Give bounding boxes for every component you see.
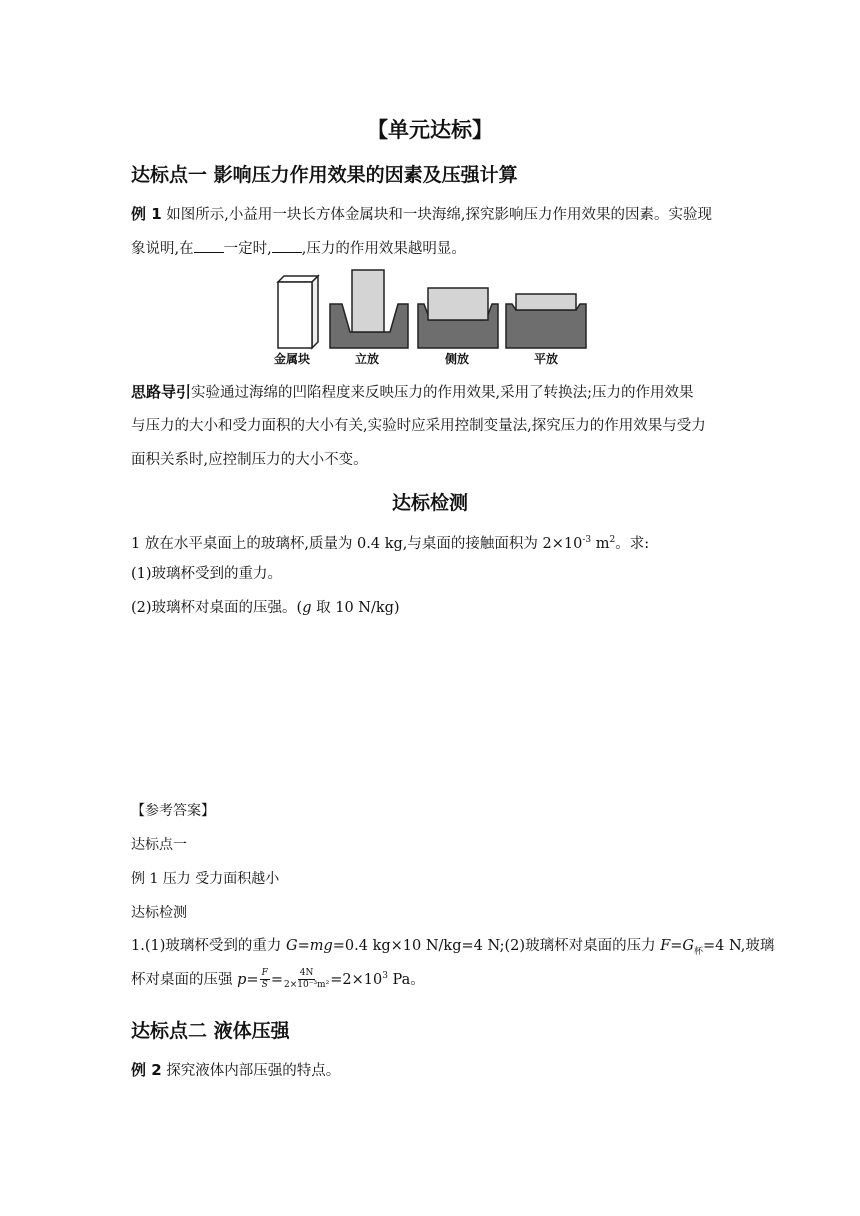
- ans1-formula-f: F=G: [660, 938, 694, 954]
- page-title: 【单元达标】: [367, 118, 493, 142]
- frac1-denominator: S: [261, 980, 268, 991]
- example1-label: 例 1: [131, 205, 162, 223]
- answer-line1: [131, 936, 774, 962]
- example1-line1: [131, 204, 712, 225]
- example1-text-b: 一定时,: [223, 241, 272, 257]
- ans1-formula-g: G=mg: [285, 938, 333, 954]
- example2-text: 探究液体内部压强的特点。: [166, 1063, 341, 1079]
- ans1-subscript: 杯: [693, 946, 703, 957]
- section1-heading: 达标点一 影响压力作用效果的因素及压强计算: [131, 164, 518, 186]
- answers-check: 达标检测: [131, 905, 187, 921]
- label-flat: 平放: [534, 352, 559, 366]
- example1-line2: [131, 238, 466, 259]
- answer-blank-1: [194, 238, 224, 253]
- hint-label: 思路导引: [131, 383, 192, 401]
- section2-heading: 达标点二 液体压强: [131, 1020, 290, 1042]
- label-side: 侧放: [445, 352, 470, 366]
- fraction-values: [284, 968, 329, 991]
- sponge-side: [418, 288, 498, 348]
- check-heading: 达标检测: [391, 492, 468, 514]
- ans2-p: p: [237, 971, 247, 988]
- sponge-standing: [330, 270, 408, 348]
- frac1-numerator: F: [261, 968, 268, 979]
- q1-exponent: -3: [582, 535, 592, 545]
- hint-line3: 面积关系时,应控制压力的大小不变。: [131, 452, 368, 468]
- q1-text-c: 。求:: [615, 535, 650, 552]
- q1-text-a: 1 放在水平桌面上的玻璃杯,质量为 0.4 kg,与桌面的接触面积为 2×10: [131, 535, 583, 552]
- q1-2-text-b: 取 10 N/kg): [311, 600, 400, 616]
- label-metal-block: 金属块: [274, 352, 311, 366]
- example2-label: 例 2: [131, 1061, 162, 1079]
- experiment-figure: [270, 268, 590, 368]
- q1-2-text-a: (2)玻璃杯对桌面的压强。(: [131, 600, 303, 616]
- hint-line1: [131, 382, 694, 403]
- example2: [131, 1060, 340, 1081]
- label-standing: 立放: [355, 352, 380, 366]
- sponge-flat: [506, 294, 586, 348]
- example1-text-a: 象说明,在: [131, 241, 194, 257]
- metal-block: [278, 276, 318, 348]
- question1-part2: [131, 598, 400, 618]
- ans2-text-a: 杯对桌面的压强: [131, 971, 238, 988]
- q1-square: 2: [609, 535, 616, 545]
- question1: [131, 530, 649, 554]
- answer-line2: 杯对桌面的压强 p= $\frac{F}{S}$ = $\frac{4N}{\text{2×10⁻³m²}}$ $=2\times 10^3$ Pa。: [131, 968, 425, 991]
- answer-blank-2: [272, 238, 302, 253]
- ans1-text-c: =0.4 kg×10 N/kg=4 N;(2)玻璃杯对桌面的压力: [332, 938, 661, 954]
- answers-heading: 【参考答案】: [131, 803, 215, 819]
- frac2-denominator: 2×10⁻³m²: [283, 980, 330, 991]
- question1-part1: (1)玻璃杯受到的重力。: [131, 566, 283, 582]
- example1-text-c: ,压力的作用效果越明显。: [301, 241, 466, 257]
- q1-text-b: m: [591, 535, 610, 552]
- example1-text-line1: 如图所示,小益用一块长方体金属块和一块海绵,探究影响压力作用效果的因素。实验现: [166, 207, 712, 223]
- ans2-text-b: =2×10: [330, 971, 383, 988]
- ans2-exponent: 3: [382, 971, 388, 981]
- q1-2-g: g: [302, 600, 312, 616]
- fraction-f-over-s: [260, 968, 270, 991]
- frac2-numerator: 4N: [299, 968, 314, 979]
- ans1-text-a: 1.(1)玻璃杯受到的重力: [131, 938, 286, 954]
- hint-line2: 与压力的大小和受力面积的大小有关,实验时应采用控制变量法,探究压力的作用效果与受力: [131, 418, 706, 434]
- answers-point1: 达标点一: [131, 837, 187, 853]
- hint-text-1: 实验通过海绵的凹陷程度来反映压力的作用效果,采用了转换法;压力的作用效果: [191, 385, 694, 401]
- ans1-text-e: =4 N,玻璃: [703, 938, 775, 954]
- answers-example1: 例 1 压力 受力面积越小: [131, 871, 280, 887]
- ans2-text-c: Pa。: [387, 971, 425, 988]
